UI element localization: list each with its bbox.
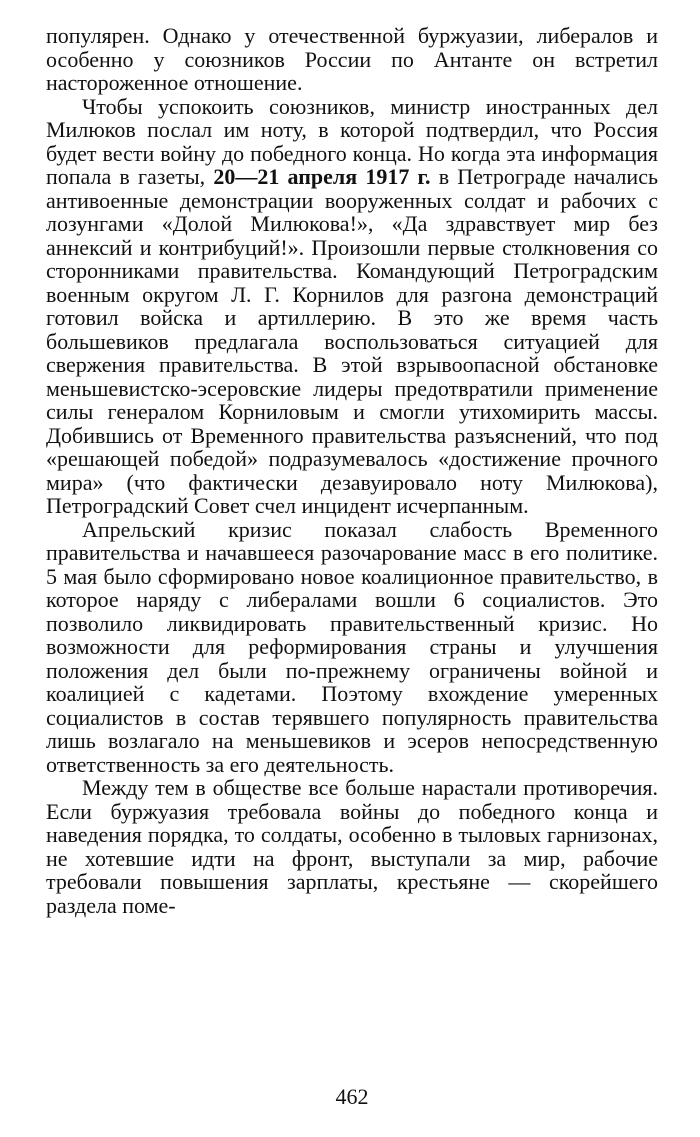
date-highlight: 20—21 апреля 1917 г. <box>213 164 431 189</box>
paragraph-2 <box>46 95 658 518</box>
book-page <box>46 23 659 1109</box>
paragraph-2-rest: в Петрограде начались антивоенные демонстрации вооруженных солдат и рабочих с лозунгами «Долой Милюкова!», «Да здравствует мир без аннексий и контрибуций!». Произошли первые столкновения со сторонниками правительства. Командующий Петроградским военным округом Л. Г. Корнилов для разгона демонстраций готовил войска и артиллерию. В это же время часть большевиков предлагала воспользоваться ситуацией для свержения правительства. В этой взрывоопасной обстановке меньшевистско-эсеровские лидеры предотвратили применение силы генералом Корниловым и смогли утихомирить массы. Добившись от Временного правительства разъяснений, что под «решающей победой» подразумевалось «достижение прочного мира» (что фактически дезавуировало ноту Милюкова), Петроградский Совет счел инцидент исчерпанным. <box>46 164 659 518</box>
paragraph-4: Между тем в обществе все больше нарастали противоречия. Если буржуазия требовала войны до победного конца и наведения порядка, то солдаты, особенно в тыловых гарнизонах, не хотевшие идти на фронт, выступали за мир, рабочие требовали повышения зарплаты, крестьяне — скорейшего раздела поме- <box>46 775 658 918</box>
paragraph-2-lead: Чтобы успокоить союзников, министр иностранных дел Милюков послал им ноту, в которой подтвердил, что Россия будет вести войну до победного конца. Но когда эта информация попала в газеты, <box>46 93 658 189</box>
page-number: 462 <box>335 1084 369 1109</box>
paragraph-3: Апрельский кризис показал слабость Временного правительства и начавшееся разочарование масс в его политике. 5 мая было сформировано новое коалиционное правительство, в которое наряду с либералами вошли 6 социалистов. Это позволило ликвидировать правительственный кризис. Но возможности для реформирования страны и улучшения положения дел были по-прежнему ограничены войной и коалицией с кадетами. Поэтому вхождение умеренных социалистов в состав терявшего популярность правительства лишь возлагало на меньшевиков и эсеров непосредственную ответственность за его деятельность. <box>46 516 658 777</box>
paragraph-1: популярен. Однако у отечественной буржуазии, либералов и особенно у союзников России по Антанте он встретил настороженное отношение. <box>46 23 658 95</box>
body-text <box>46 24 658 917</box>
